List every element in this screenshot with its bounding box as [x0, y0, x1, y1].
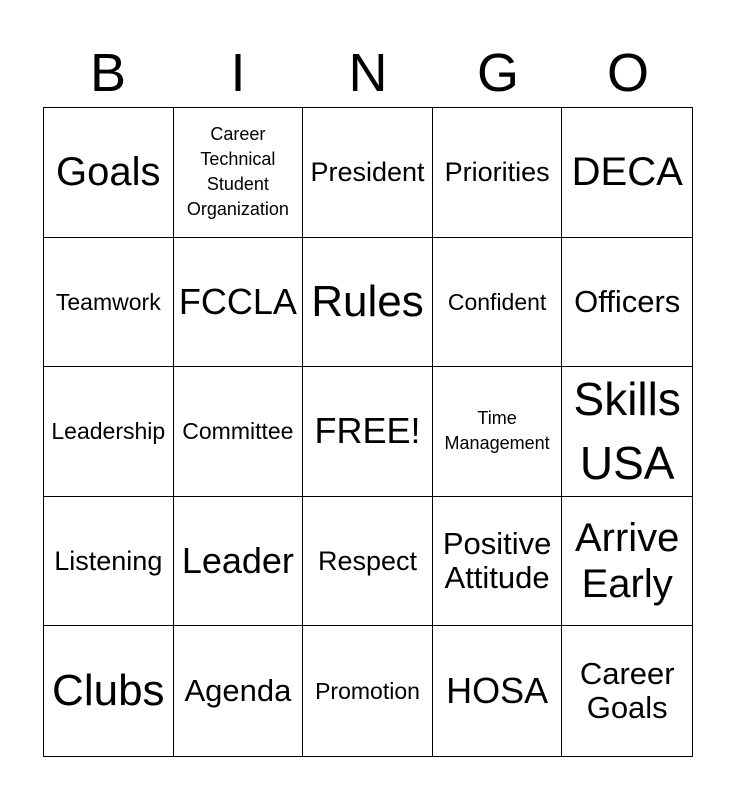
header-letter-i: I — [230, 43, 246, 103]
bingo-cell-r2c3[interactable] — [303, 238, 433, 368]
bingo-header — [43, 42, 693, 104]
bingo-cell-r2c4[interactable] — [433, 238, 563, 368]
cell-text: Leadership — [51, 418, 166, 445]
bingo-cell-r5c3[interactable] — [303, 626, 433, 756]
header-letter-g: G — [476, 43, 519, 103]
cell-text: Clubs — [52, 666, 165, 716]
cell-text: Confident — [447, 288, 547, 315]
bingo-cell-r3c1[interactable] — [44, 367, 174, 497]
cell-text: DECA — [571, 150, 683, 195]
cell-text: FREE! — [314, 410, 421, 452]
bingo-cell-r5c2[interactable] — [174, 626, 304, 756]
bingo-free-space[interactable] — [303, 367, 433, 497]
cell-text: Agenda — [184, 673, 292, 709]
cell-text: Priorities — [444, 157, 550, 188]
bingo-cell-r2c2[interactable] — [174, 238, 304, 368]
bingo-cell-r1c2[interactable] — [174, 108, 304, 238]
bingo-cell-r5c1[interactable] — [44, 626, 174, 756]
cell-text: Skills USA — [573, 373, 681, 490]
bingo-cell-r1c5[interactable] — [562, 108, 692, 238]
bingo-cell-r5c4[interactable] — [433, 626, 563, 756]
bingo-cell-r3c5[interactable] — [562, 367, 692, 497]
bingo-cell-r1c1[interactable] — [44, 108, 174, 238]
cell-text: Teamwork — [55, 288, 161, 315]
bingo-cell-r1c4[interactable] — [433, 108, 563, 238]
cell-text: Career Technical Student Organization — [186, 124, 289, 220]
bingo-cell-r3c2[interactable] — [174, 367, 304, 497]
bingo-cell-r4c5[interactable] — [562, 497, 692, 627]
cell-text: Time Management — [444, 408, 550, 454]
cell-text: Promotion — [315, 678, 420, 705]
bingo-cell-r4c4[interactable] — [433, 497, 563, 627]
cell-text: Goals — [56, 150, 161, 195]
header-letter-o: O — [606, 43, 649, 103]
cell-text: Arrive Early — [574, 516, 680, 607]
cell-text: Committee — [182, 418, 294, 445]
cell-text: Career Goals — [579, 656, 675, 726]
cell-text: Respect — [317, 546, 418, 577]
bingo-cell-r1c3[interactable] — [303, 108, 433, 238]
cell-text: FCCLA — [178, 280, 297, 322]
cell-text: Rules — [311, 276, 424, 326]
cell-text: Leader — [181, 540, 294, 582]
cell-text: Positive Attitude — [442, 526, 552, 596]
cell-text: Officers — [574, 283, 681, 319]
bingo-cell-r3c4[interactable] — [433, 367, 563, 497]
cell-text: President — [310, 157, 425, 188]
bingo-cell-r5c5[interactable] — [562, 626, 692, 756]
header-letter-n: N — [348, 43, 388, 103]
bingo-cell-r2c5[interactable] — [562, 238, 692, 368]
cell-text: Listening — [54, 546, 163, 577]
bingo-cell-r4c3[interactable] — [303, 497, 433, 627]
bingo-cell-r2c1[interactable] — [44, 238, 174, 368]
bingo-cell-r4c1[interactable] — [44, 497, 174, 627]
cell-text: HOSA — [446, 670, 549, 712]
bingo-cell-r4c2[interactable] — [174, 497, 304, 627]
header-letter-b: B — [89, 43, 127, 103]
bingo-board — [43, 107, 693, 757]
